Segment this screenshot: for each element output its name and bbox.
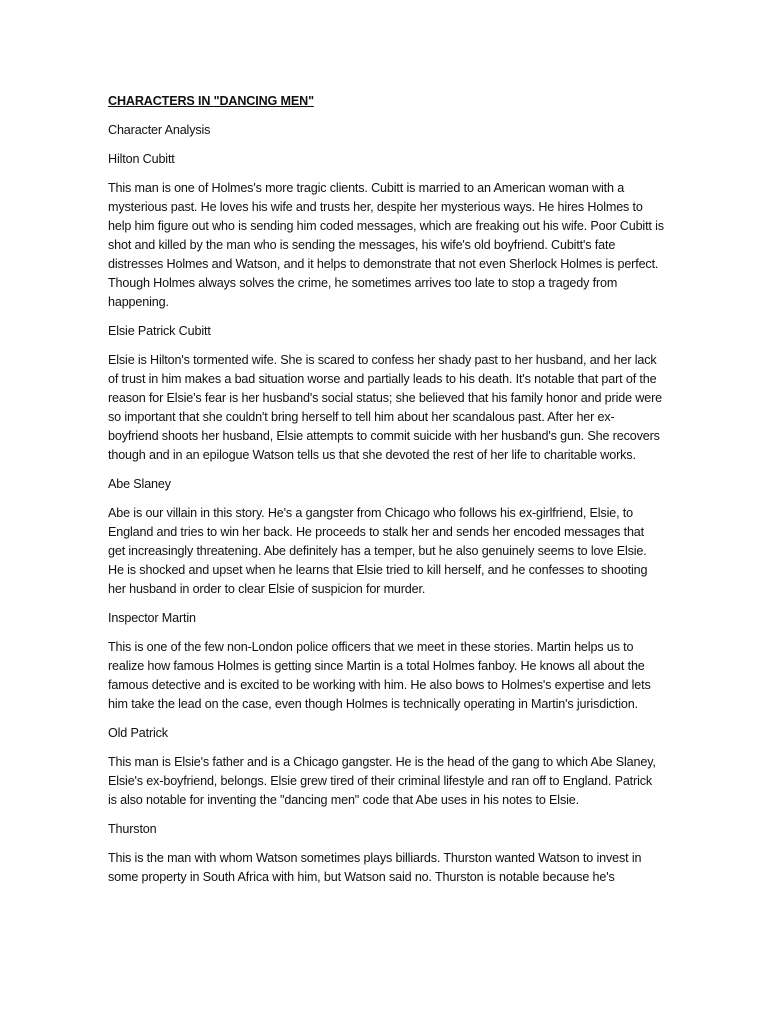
character-heading: Abe Slaney [108,477,171,491]
character-section-elsie-patrick-cubitt [108,322,664,465]
character-section-hilton-cubitt [108,150,664,312]
document-title: CHARACTERS IN "DANCING MEN" [108,94,314,108]
character-description: Elsie is Hilton's tormented wife. She is scared to confess her shady past to her husband, and her lack of trust in him makes a bad situation worse and partially leads to his death. It's notable that part of the reason for Elsie's fear is her husband's social status; she believed that his family honor and pride were so important that she couldn't bring herself to tell him about her scandalous past. After her ex-boyfriend shoots her husband, Elsie attempts to commit suicide with her husband's gun. She recovers though and in an epilogue Watson tells us that she devoted the rest of her life to charitable works. [108,353,662,462]
document-subtitle: Character Analysis [108,123,211,137]
character-section-old-patrick [108,724,664,810]
character-description: This is the man with whom Watson sometimes plays billiards. Thurston wanted Watson to invest in some property in South Africa with him, but Watson said no. Thurston is notable because he's [108,851,642,884]
character-description: Abe is our villain in this story. He's a gangster from Chicago who follows his ex-girlfriend, Elsie, to England and tries to win her back. He proceeds to stalk her and sends her encoded messages that get increasingly threatening. Abe definitely has a temper, but he also genuinely seems to love Elsie. He is shocked and upset when he learns that Elsie tried to kill herself, and he confesses to shooting her husband in order to clear Elsie of suspicion for murder. [108,506,648,596]
character-description: This is one of the few non-London police officers that we meet in these stories. Martin helps us to realize how famous Holmes is getting since Martin is a total Holmes fanboy. He knows all about the famous detective and is excited to be working with him. He also bows to Holmes's expertise and lets him take the lead on the case, even though Holmes is technically operating in Martin's jurisdiction. [108,640,651,711]
character-heading: Old Patrick [108,726,168,740]
character-heading: Hilton Cubitt [108,152,175,166]
character-description: This man is Elsie's father and is a Chicago gangster. He is the head of the gang to which Abe Slaney, Elsie's ex-boyfriend, belongs. Elsie grew tired of their criminal lifestyle and ran off to England. Patrick is also notable for inventing the "dancing men" code that Abe uses in his notes to Elsie. [108,755,656,807]
character-section-thurston [108,820,664,887]
character-section-abe-slaney [108,475,664,599]
character-heading: Elsie Patrick Cubitt [108,324,211,338]
character-section-inspector-martin [108,609,664,714]
character-heading: Inspector Martin [108,611,196,625]
document-page [108,92,664,897]
character-description: This man is one of Holmes's more tragic clients. Cubitt is married to an American woman with a mysterious past. He loves his wife and trusts her, despite her mysterious ways. He hires Holmes to help him figure out who is sending him coded messages, which are freaking out his wife. Poor Cubitt is shot and killed by the man who is sending the messages, his wife's old boyfriend. Cubitt's fate distresses Holmes and Watson, and it helps to demonstrate that not even Sherlock Holmes is perfect. Though Holmes always solves the crime, he sometimes arrives too late to stop a tragedy from happening. [108,181,664,309]
character-heading: Thurston [108,822,157,836]
